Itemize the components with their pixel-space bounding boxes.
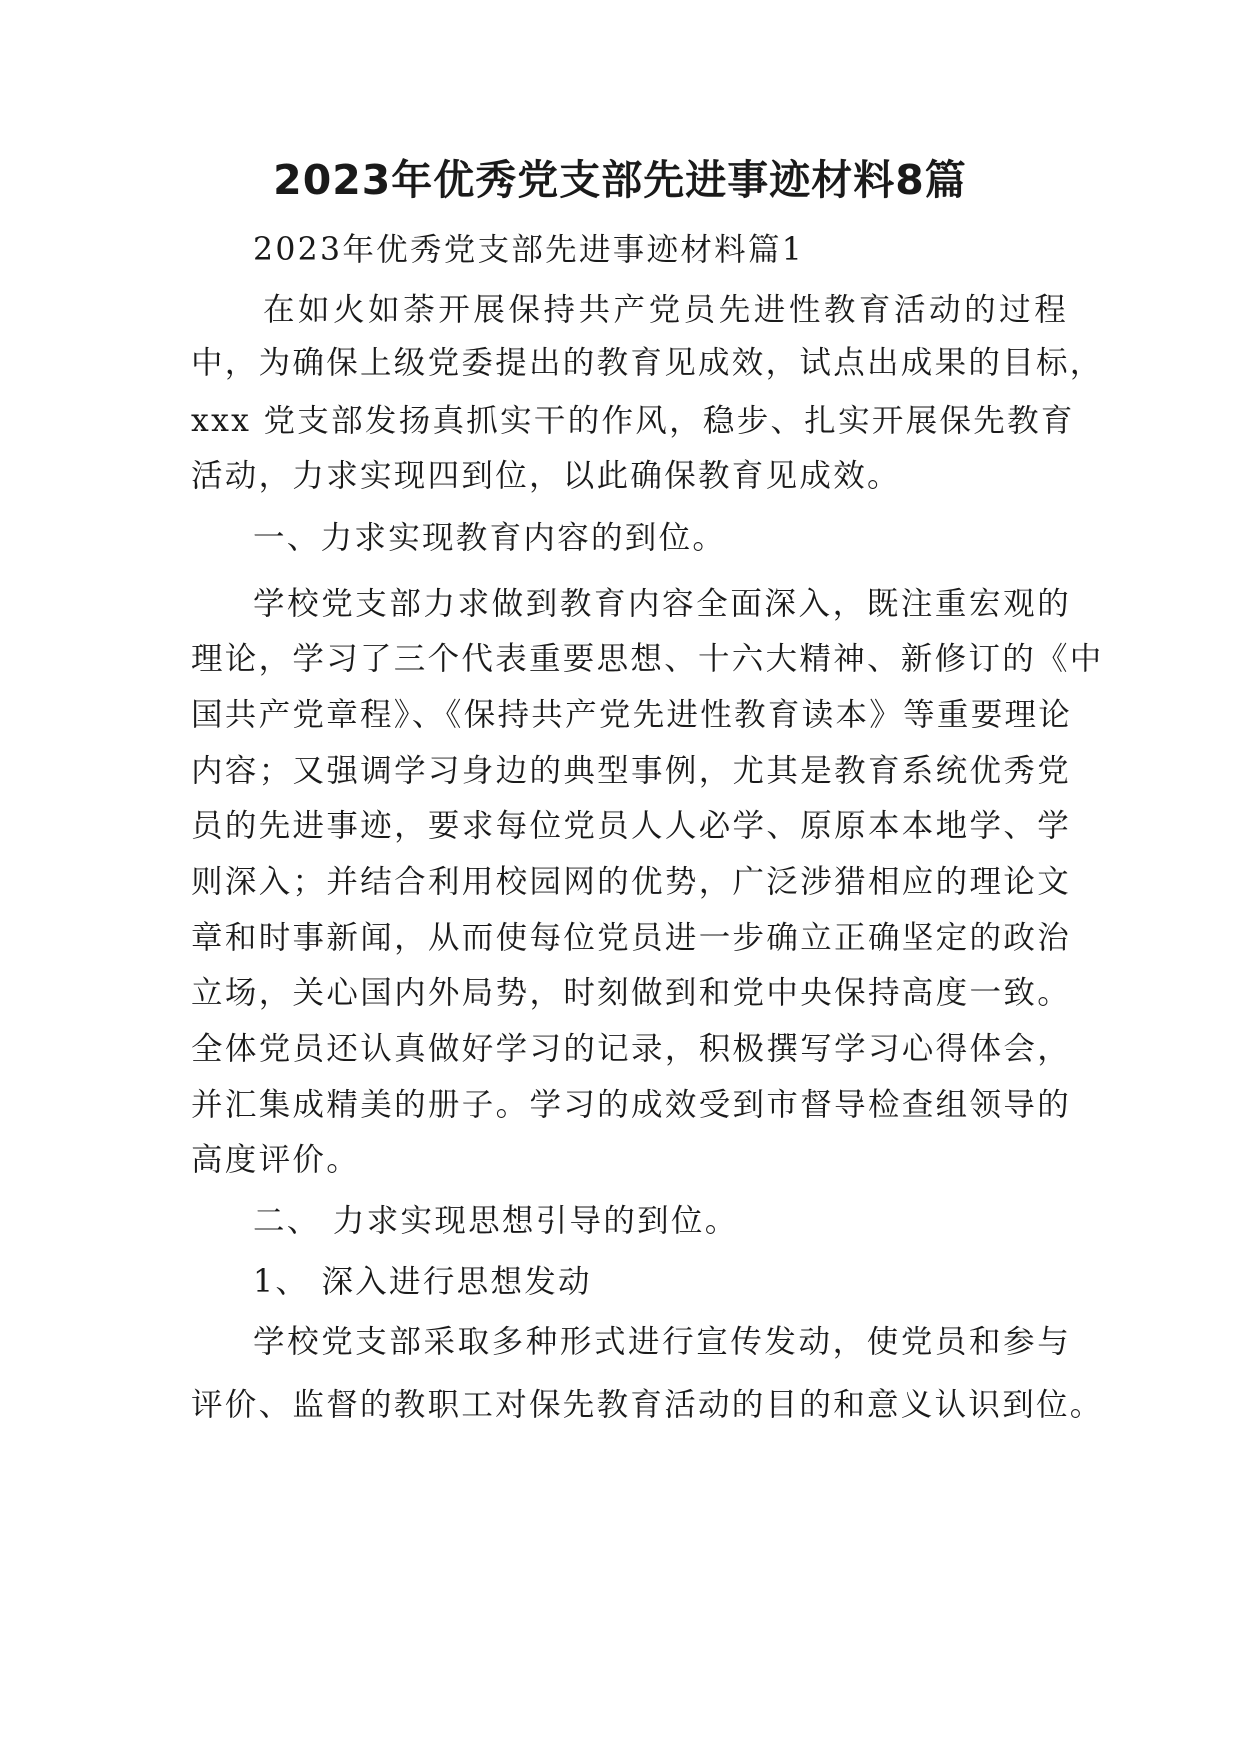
paragraph-line: 则深入；并结合利用校园网的优势，广泛涉猎相应的理论文 <box>191 864 1071 900</box>
paragraph-line: 章和时事新闻，从而使每位党员进一步确立正确坚定的政治 <box>191 920 1071 956</box>
paragraph-line: 在如火如荼开展保持共产党员先进性教育活动的过程 <box>263 292 1068 328</box>
paragraph-line: 并汇集成精美的册子。学习的成效受到市督导检查组领导的 <box>191 1087 1071 1123</box>
paragraph-line: 员的先进事迹，要求每位党员人人必学、原原本本地学、学 <box>191 808 1071 844</box>
sub-heading: 二、 力求实现思想引导的到位。 <box>253 1203 739 1239</box>
paragraph-line: 立场，关心国内外局势，时刻做到和党中央保持高度一致。 <box>191 975 1071 1011</box>
paragraph-line: 全体党员还认真做好学习的记录，积极撰写学习心得体会， <box>191 1031 1071 1067</box>
document-title: 2023年优秀党支部先进事迹材料8篇 <box>273 156 967 204</box>
sub-heading: 1、 深入进行思想发动 <box>253 1264 592 1300</box>
paragraph-line: 高度评价。 <box>191 1142 361 1178</box>
sub-heading: 一、力求实现教育内容的到位。 <box>253 520 727 556</box>
paragraph-line: 学校党支部采取多种形式进行宣传发动，使党员和参与 <box>253 1324 1071 1360</box>
paragraph-line: 国共产党章程》、《保持共产党先进性教育读本》等重要理论 <box>191 697 1073 733</box>
paragraph-line: 理论，学习了三个代表重要思想、十六大精神、新修订的《中 <box>191 641 1104 677</box>
paragraph-line: 中，为确保上级党委提出的教育见成效，试点出成果的目标， <box>191 345 1104 381</box>
paragraph-line: xxx 党支部发扬真抓实干的作风，稳步、扎实开展保先教育 <box>191 403 1075 439</box>
paragraph-line: 学校党支部力求做到教育内容全面深入，既注重宏观的 <box>253 586 1071 622</box>
paragraph-line: 评价、监督的教职工对保先教育活动的目的和意义认识到位。 <box>191 1387 1104 1423</box>
section-heading-1: 2023年优秀党支部先进事迹材料篇1 <box>253 232 805 268</box>
paragraph-line: 活动，力求实现四到位，以此确保教育见成效。 <box>191 458 901 494</box>
paragraph-line: 内容；又强调学习身边的典型事例，尤其是教育系统优秀党 <box>191 753 1071 789</box>
